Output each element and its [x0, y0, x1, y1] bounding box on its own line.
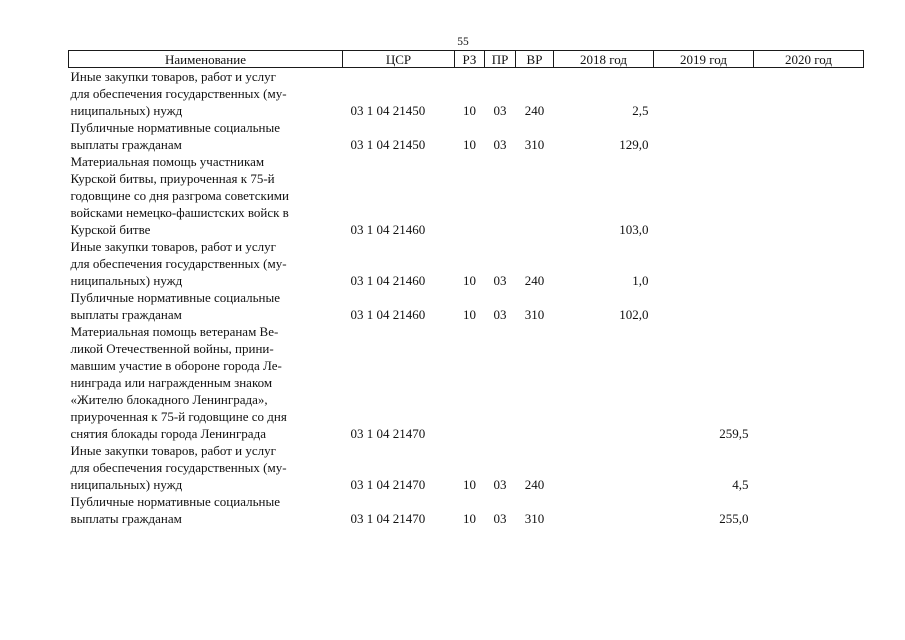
row-pr: 03 — [493, 307, 507, 322]
row-2020 — [754, 289, 864, 323]
row-pr: 03 — [493, 511, 507, 526]
row-csr: 03 1 04 21460 — [350, 307, 426, 322]
table-row — [69, 119, 864, 153]
row-pr — [485, 153, 516, 238]
row-vr: 240 — [524, 477, 545, 492]
row-rz: 10 — [463, 511, 476, 526]
row-2020 — [754, 493, 864, 527]
row-name: Материальная помощь ветеранам Ве- ликой Отечественной войны, прини- мавшим участие в обороне города Ле- нинграда или награжденным знаком «Жителю блокадного Ленинграда», приуроченная к 75-й годовщине со дня снятия блокады города Ленинграда — [70, 324, 287, 441]
row-name: Иные закупки товаров, работ и услуг для обеспечения государственных (му- ниципальных) нужд — [70, 69, 287, 118]
row-name: Публичные нормативные социальные выплаты гражданам — [70, 494, 280, 526]
row-pr — [485, 323, 516, 442]
row-vr — [516, 153, 554, 238]
row-2020 — [754, 442, 864, 493]
row-2018: 102,0 — [619, 307, 649, 322]
row-name: Материальная помощь участникам Курской битвы, приуроченная к 75-й годовщине со дня разгрома советскими войсками немецко-фашистских войск в Курской битве — [70, 154, 289, 237]
table-row — [69, 238, 864, 289]
row-2018 — [554, 493, 654, 527]
row-rz: 10 — [463, 103, 476, 118]
row-csr: 03 1 04 21470 — [350, 511, 426, 526]
table-header — [69, 51, 864, 68]
row-2020 — [754, 323, 864, 442]
row-2018: 103,0 — [619, 222, 649, 237]
header-name: Наименование — [69, 51, 343, 68]
row-vr: 310 — [524, 307, 545, 322]
row-2018: 2,5 — [632, 103, 649, 118]
row-rz: 10 — [463, 307, 476, 322]
row-2020 — [754, 119, 864, 153]
row-vr: 310 — [524, 137, 545, 152]
row-name: Иные закупки товаров, работ и услуг для обеспечения государственных (му- ниципальных) нужд — [70, 239, 287, 288]
table-row — [69, 68, 864, 120]
row-vr: 310 — [524, 511, 545, 526]
row-2019 — [654, 153, 754, 238]
row-vr: 240 — [524, 103, 545, 118]
header-2019: 2019 год — [654, 51, 754, 68]
row-rz: 10 — [463, 137, 476, 152]
row-pr: 03 — [493, 477, 507, 492]
row-2018: 1,0 — [632, 273, 649, 288]
header-2018: 2018 год — [554, 51, 654, 68]
row-csr: 03 1 04 21470 — [350, 477, 426, 492]
row-pr: 03 — [493, 137, 507, 152]
row-2018 — [554, 323, 654, 442]
header-2020: 2020 год — [754, 51, 864, 68]
page-number: 55 — [457, 36, 469, 48]
row-rz — [455, 153, 485, 238]
row-vr: 240 — [524, 273, 545, 288]
row-name: Иные закупки товаров, работ и услуг для обеспечения государственных (му- ниципальных) нужд — [70, 443, 287, 492]
row-csr: 03 1 04 21450 — [350, 137, 426, 152]
row-2020 — [754, 68, 864, 120]
header-rz: РЗ — [455, 51, 485, 68]
row-name: Публичные нормативные социальные выплаты гражданам — [70, 290, 280, 322]
row-2020 — [754, 238, 864, 289]
row-2019 — [654, 238, 754, 289]
row-2018 — [554, 442, 654, 493]
row-name: Публичные нормативные социальные выплаты гражданам — [70, 120, 280, 152]
row-2019: 255,0 — [719, 511, 749, 526]
header-pr: ПР — [485, 51, 516, 68]
row-2019 — [654, 289, 754, 323]
row-2020 — [754, 153, 864, 238]
budget-table — [68, 50, 864, 527]
row-2019 — [654, 68, 754, 120]
row-rz — [455, 323, 485, 442]
table-row — [69, 442, 864, 493]
row-2019 — [654, 119, 754, 153]
row-rz: 10 — [463, 273, 476, 288]
row-csr: 03 1 04 21460 — [350, 222, 426, 237]
row-pr: 03 — [493, 103, 507, 118]
table-row — [69, 493, 864, 527]
row-vr — [516, 323, 554, 442]
table-row — [69, 153, 864, 238]
table-body — [69, 68, 864, 528]
table-row — [69, 323, 864, 442]
row-csr: 03 1 04 21470 — [350, 426, 426, 441]
row-2019: 4,5 — [732, 477, 749, 492]
row-csr: 03 1 04 21450 — [350, 103, 426, 118]
row-2019: 259,5 — [719, 426, 749, 441]
header-row — [69, 51, 864, 68]
header-vr: ВР — [516, 51, 554, 68]
row-csr: 03 1 04 21460 — [350, 273, 426, 288]
header-csr: ЦСР — [343, 51, 455, 68]
row-pr: 03 — [493, 273, 507, 288]
table-row — [69, 289, 864, 323]
row-rz: 10 — [463, 477, 476, 492]
row-2018: 129,0 — [619, 137, 649, 152]
